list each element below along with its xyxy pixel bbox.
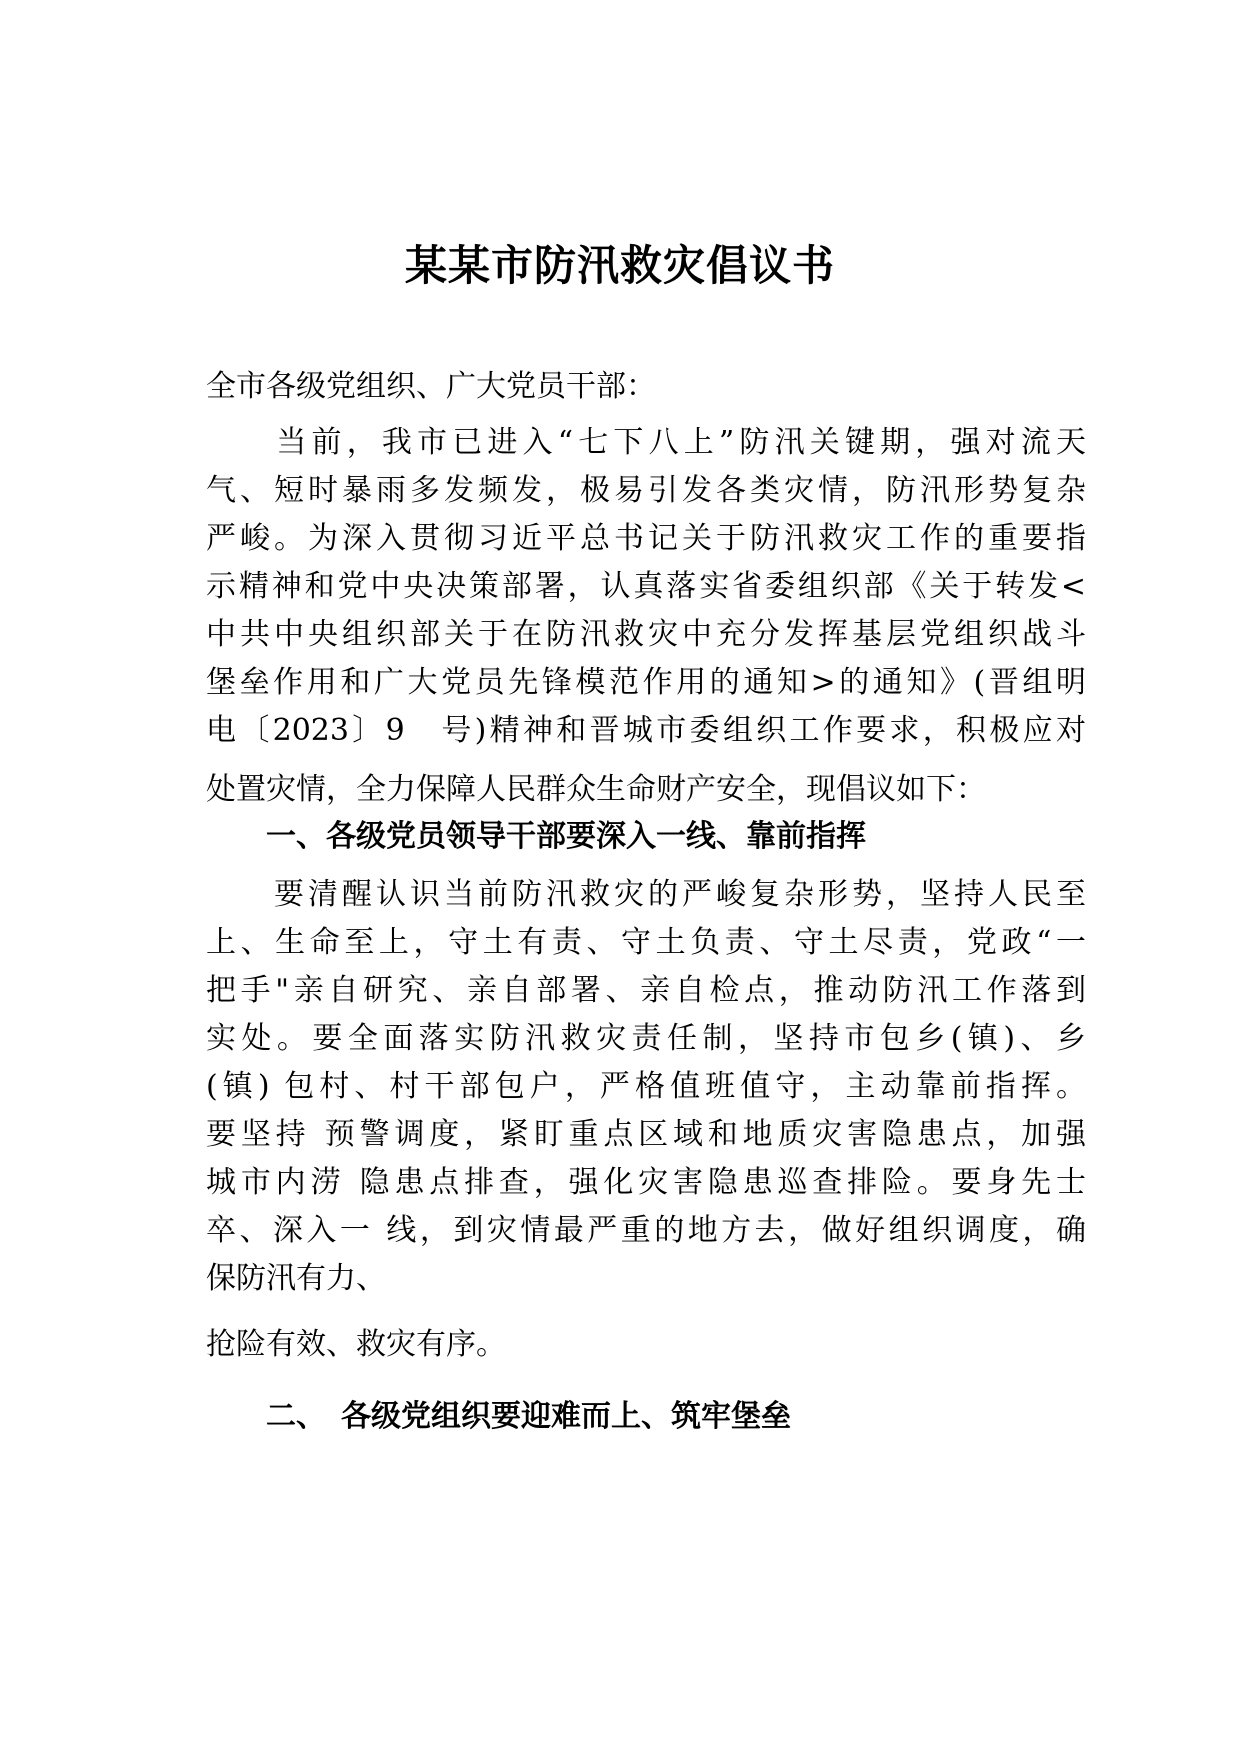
document-title: 某某市防汛救灾倡议书	[404, 241, 835, 290]
section1-line: 要坚持 预警调度，紧盯重点区域和地质灾害隐患点，加强	[206, 1117, 1086, 1152]
intro-line: 示精神和党中央决策部署，认真落实省委组织部《关于转发<	[206, 569, 1086, 604]
section1-line: 实处。要全面落实防汛救灾责任制，坚持市包乡(镇)、乡	[206, 1021, 1086, 1056]
section1-line: 卒、深入一 线，到灾情最严重的地方去，做好组织调度，确	[206, 1213, 1086, 1248]
salutation: 全市各级党组织、广大党员干部：	[206, 369, 656, 404]
section1-line: (镇) 包村、村干部包户，严格值班值守，主动靠前指挥。	[206, 1069, 1086, 1104]
intro-line: 严峻。为深入贯彻习近平总书记关于防汛救灾工作的重要指	[206, 521, 1086, 556]
intro-line: 当前，我市已进入“七下八上”防汛关键期，强对流天	[206, 425, 1086, 460]
section1-line: 要清醒认识当前防汛救灾的严峻复杂形势，坚持人民至	[206, 877, 1086, 912]
intro-line: 气、短时暴雨多发频发，极易引发各类灾情，防汛形势复杂	[206, 473, 1086, 508]
intro-line: 中共中央组织部关于在防汛救灾中充分发挥基层党组织战斗	[206, 617, 1086, 652]
section1-line: 保防汛有力、	[206, 1261, 386, 1296]
section1-line: 城市内涝 隐患点排查，强化灾害隐患巡查排险。要身先士	[206, 1165, 1086, 1200]
section1-line: 上、生命至上，守土有责、守土负责、守土尽责，党政“一	[206, 925, 1086, 960]
section1-line: 把手"亲自研究、亲自部署、亲自检点，推动防汛工作落到	[206, 973, 1086, 1008]
intro-line: 电〔2023〕9 号)精神和晋城市委组织工作要求，积极应对	[206, 713, 1086, 748]
intro-line: 堡垒作用和广大党员先锋模范作用的通知>的通知》(晋组明	[206, 665, 1086, 700]
section-heading-2: 二、 各级党组织要迎难而上、筑牢堡垒	[266, 1399, 791, 1434]
section1-line: 抢险有效、救灾有序。	[206, 1327, 506, 1362]
section-heading-1: 一、各级党员领导干部要深入一线、靠前指挥	[266, 819, 866, 854]
intro-line: 处置灾情，全力保障人民群众生命财产安全，现倡议如下：	[206, 772, 986, 807]
